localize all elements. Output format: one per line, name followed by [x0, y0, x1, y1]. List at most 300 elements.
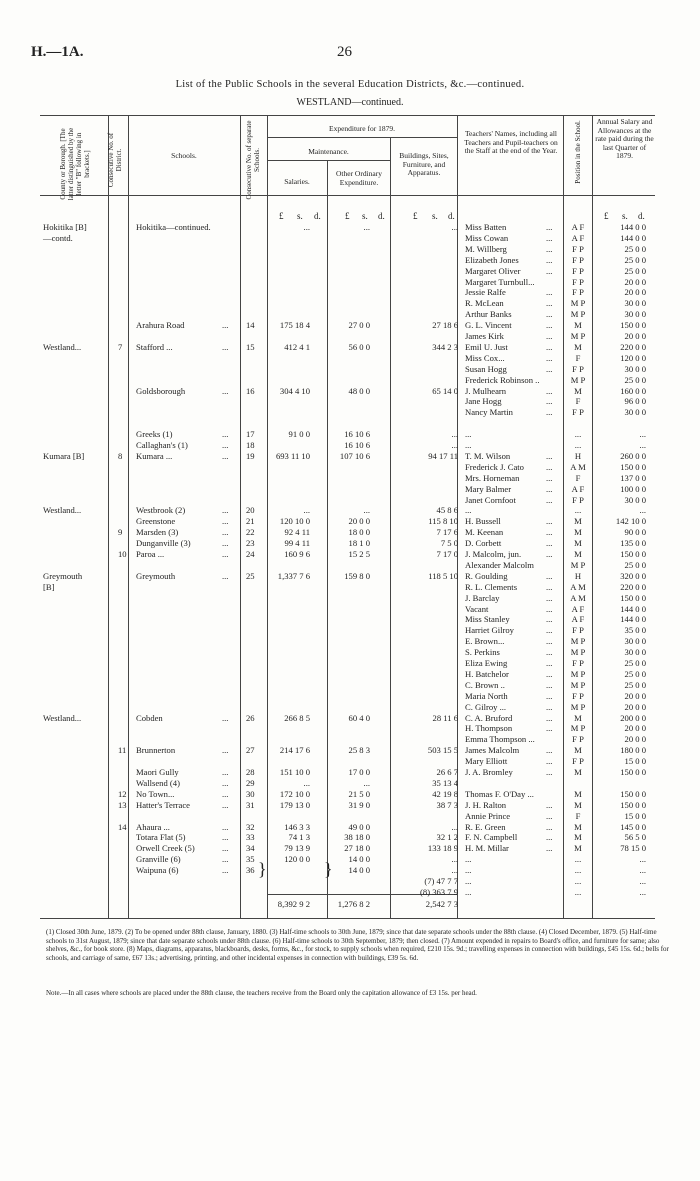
- leader-dots: ...: [546, 810, 553, 821]
- table-row: [0, 429, 700, 440]
- school-no-cell: 30: [246, 788, 255, 799]
- district-no-cell: 14: [118, 821, 127, 832]
- school-no-cell: 18: [246, 440, 255, 450]
- other-expenditure-cell: ...: [363, 222, 370, 232]
- leader-dots: ...: [222, 865, 229, 876]
- teacher-name: Thomas F. O'Day ...: [465, 788, 534, 799]
- leader-dots: ...: [546, 538, 553, 549]
- table-row: [0, 625, 700, 636]
- allowance-cell: 180 0 0: [620, 745, 646, 756]
- allowance-cell: ...: [639, 865, 646, 876]
- leader-dots: ...: [222, 450, 229, 461]
- header-salaries: Salaries.: [284, 177, 310, 186]
- school-name: Waipuna (6): [136, 865, 179, 876]
- allowance-cell: 30 0 0: [624, 298, 646, 309]
- teacher-name: M. Keenan: [465, 527, 504, 538]
- table-row: [0, 745, 700, 756]
- header-position: Position in the School.: [574, 120, 582, 184]
- district-no-cell: 13: [118, 799, 127, 810]
- other-expenditure-cell: 38 18 0: [344, 832, 370, 843]
- teacher-name: H. Bussell: [465, 516, 501, 527]
- position-cell: A F: [571, 614, 585, 625]
- buildings-cell: ...: [451, 222, 458, 232]
- school-no-cell: 22: [246, 527, 255, 538]
- school-name: Orwell Creek (5): [136, 843, 195, 854]
- other-expenditure-cell: 60 4 0: [348, 712, 370, 723]
- table-row: [0, 364, 700, 375]
- teacher-name: J. Barclay: [465, 592, 500, 603]
- position-cell: M: [574, 821, 582, 832]
- school-no-cell: 27: [246, 745, 255, 756]
- currency-shilling: s.: [432, 211, 438, 221]
- table-row: [0, 582, 700, 593]
- other-expenditure-cell: 27 18 0: [344, 843, 370, 854]
- leader-dots: ...: [546, 549, 553, 559]
- table-row: [0, 386, 700, 397]
- teacher-name: Elizabeth Jones: [465, 254, 519, 265]
- buildings-cell: 344 2 3: [432, 341, 458, 352]
- salaries-cell: 120 10 0: [279, 516, 310, 527]
- table-row: [0, 789, 700, 800]
- other-expenditure-cell: 18 1 0: [348, 538, 370, 549]
- position-cell: A F: [571, 232, 585, 243]
- leader-dots: ...: [546, 603, 553, 614]
- allowance-cell: ...: [639, 505, 646, 516]
- position-cell: M P: [570, 723, 586, 734]
- allowance-cell: 150 0 0: [620, 799, 646, 810]
- allowance-cell: 30 0 0: [624, 407, 646, 418]
- school-name: Granville (6): [136, 854, 181, 865]
- allowance-cell: 150 0 0: [620, 461, 646, 472]
- table-row: [0, 691, 700, 702]
- allowance-cell: 20 0 0: [624, 734, 646, 745]
- buildings-cell: 32 1 2: [436, 832, 458, 843]
- position-cell: F: [575, 396, 581, 407]
- teacher-name: Miss Cox...: [465, 352, 505, 363]
- allowance-cell: 150 0 0: [620, 320, 646, 331]
- currency-pound: £: [345, 211, 350, 221]
- position-cell: A M: [570, 581, 586, 592]
- leader-dots: ...: [546, 472, 553, 483]
- teacher-name: H. Batchelor: [465, 668, 509, 679]
- table-row: [0, 811, 700, 822]
- leader-dots: ...: [546, 341, 553, 352]
- table-row: [0, 451, 700, 462]
- maintenance-rule: [267, 160, 390, 161]
- leader-dots: ...: [222, 821, 229, 832]
- leader-dots: ...: [546, 581, 553, 592]
- teacher-name: M. Willberg: [465, 243, 507, 254]
- position-cell: F P: [572, 254, 584, 265]
- allowance-cell: 25 0 0: [624, 559, 646, 570]
- allowance-cell: 320 0 0: [620, 570, 646, 581]
- school-name: Westbrook (2): [136, 505, 186, 516]
- salaries-cell: 120 0 0: [284, 854, 310, 865]
- leader-dots: ...: [222, 777, 229, 788]
- leader-dots: ...: [222, 538, 229, 549]
- allowance-cell: 30 0 0: [624, 647, 646, 658]
- leader-dots: ...: [546, 363, 553, 374]
- school-no-cell: 28: [246, 767, 255, 777]
- table-row: [0, 527, 700, 538]
- table-row: [0, 407, 700, 418]
- salaries-cell: 266 8 5: [284, 712, 310, 723]
- allowance-cell: 120 0 0: [620, 352, 646, 363]
- allowance-cell: 25 0 0: [624, 254, 646, 265]
- teacher-name: C. Brown ..: [465, 679, 505, 690]
- table-row: [0, 549, 700, 560]
- leader-dots: ...: [546, 756, 553, 767]
- position-cell: M P: [570, 647, 586, 658]
- school-name: Callaghan's (1): [136, 440, 188, 450]
- teacher-name: ...: [465, 854, 472, 865]
- other-expenditure-cell: 48 0 0: [348, 385, 370, 396]
- table-row: [0, 702, 700, 713]
- school-name: Wallsend (4): [136, 777, 180, 788]
- buildings-cell: 27 18 6: [432, 320, 458, 331]
- teacher-name: F. N. Campbell: [465, 832, 518, 843]
- teacher-name: H. Thompson: [465, 723, 513, 734]
- teacher-name: J. H. Ralton: [465, 799, 507, 810]
- page-title: List of the Public Schools in the several Education Districts, &c.—continued.: [175, 79, 525, 90]
- buildings-cell: 503 15 5: [427, 745, 458, 756]
- table-row: [0, 756, 700, 767]
- other-expenditure-cell: 15 2 5: [348, 549, 370, 559]
- teacher-name: S. Perkins: [465, 647, 500, 658]
- leader-dots: ...: [546, 461, 553, 472]
- teacher-name: Margaret Oliver: [465, 265, 521, 276]
- leader-dots: ...: [546, 668, 553, 679]
- buildings-cell: 94 17 11: [428, 450, 458, 461]
- school-name: Arahura Road: [136, 320, 185, 331]
- teacher-name: James Kirk: [465, 331, 504, 341]
- position-cell: F P: [572, 276, 584, 287]
- salaries-cell: 693 11 10: [275, 450, 310, 461]
- leader-dots: ...: [546, 690, 553, 701]
- allowance-cell: 30 0 0: [624, 363, 646, 374]
- allowance-cell: 144 0 0: [620, 603, 646, 614]
- teacher-name: Margaret Turnbull...: [465, 276, 535, 287]
- position-cell: A F: [571, 603, 585, 614]
- header-maintenance: Maintenance.: [308, 147, 349, 156]
- table-row: [0, 375, 700, 386]
- position-cell: F P: [572, 287, 584, 298]
- district-no-cell: 12: [118, 788, 127, 799]
- buildings-cell: 26 6 7: [436, 767, 458, 777]
- leader-dots: ...: [222, 341, 229, 352]
- table-row: [0, 723, 700, 734]
- school-no-cell: 26: [246, 712, 255, 723]
- allowance-cell: ...: [639, 854, 646, 865]
- leader-dots: ...: [546, 570, 553, 581]
- salaries-cell: 91 0 0: [288, 429, 310, 440]
- leader-dots: ...: [546, 723, 553, 734]
- table-row: [0, 342, 700, 353]
- header-district-no: Consecutive No. of District.: [107, 132, 123, 188]
- footnotes: (1) Closed 30th June, 1879. (2) To be opened under 88th clause, January, 1880. (3) Half-time schools to 30th June, 1879; since that date separate schools under the 88th clause. (4) Closed December, 1879. (5) Half-time schools to 31st August, 1879; since that date separate schools under 88th clause. (6) Half-time schools to 30th September, 1879; then closed. (7) Amount expended in repairs to Board's office, and furniture for same; also shelves, &c., for book store. (8) Maps, diagrams, apparatus, blackboards, desks, forms, &c., for stock, to supply schools when required, £210 15s. 9d.; travelling expenses in connection with buildings, £45 15s. 6d.; bells for schools, and carriage of same, £67 13s.; advertising, printing, and other incidental expenses in connection with buildings, £39 5s. 6d.: [46, 928, 669, 963]
- buildings-cell: 45 8 6: [436, 505, 458, 516]
- currency-pence: d.: [378, 211, 385, 221]
- position-cell: A F: [571, 483, 585, 494]
- position-cell: ...: [574, 429, 582, 440]
- allowance-cell: ...: [639, 440, 646, 450]
- leader-dots: ...: [546, 614, 553, 625]
- position-cell: F P: [572, 243, 584, 254]
- table-row: [0, 505, 700, 516]
- buildings-cell: ...: [451, 821, 458, 832]
- leader-dots: ...: [222, 429, 229, 440]
- teacher-name: ...: [465, 429, 472, 440]
- position-cell: M P: [570, 309, 586, 320]
- leader-dots: ...: [222, 505, 229, 516]
- leader-dots: ...: [222, 320, 229, 331]
- leader-dots: ...: [546, 527, 553, 538]
- buildings-cell: 35 13 4: [432, 777, 458, 788]
- buildings-cell: 38 7 3: [436, 799, 458, 810]
- leader-dots: ...: [222, 385, 229, 396]
- table-row: [0, 614, 700, 625]
- currency-shilling: s.: [297, 211, 303, 221]
- salaries-cell: 179 13 0: [279, 799, 310, 810]
- leader-dots: ...: [546, 701, 553, 712]
- leader-dots: ...: [546, 254, 553, 265]
- school-no-cell: 29: [246, 777, 255, 788]
- teacher-name: R. E. Green: [465, 821, 506, 832]
- position-cell: F P: [572, 363, 584, 374]
- other-expenditure-cell: 107 10 6: [339, 450, 370, 461]
- page-reference: H.—1A.: [31, 44, 84, 60]
- position-cell: M P: [570, 331, 586, 341]
- header-schools: Schools.: [171, 151, 197, 160]
- allowance-cell: 15 0 0: [624, 810, 646, 821]
- table-row: [0, 298, 700, 309]
- allowance-cell: ...: [639, 886, 646, 897]
- school-name: No Town...: [136, 788, 175, 799]
- school-no-cell: 36: [246, 865, 255, 876]
- leader-dots: ...: [546, 243, 553, 254]
- salaries-cell: 175 18 4: [279, 320, 310, 331]
- leader-dots: ...: [222, 799, 229, 810]
- other-expenditure-cell: ...: [363, 505, 370, 516]
- teacher-name: D. Corbett: [465, 538, 502, 549]
- teacher-name: J. A. Bromley: [465, 767, 513, 777]
- allowance-cell: 260 0 0: [620, 450, 646, 461]
- school-name: Hatter's Terrace: [136, 799, 190, 810]
- page-subtitle: WESTLAND—continued.: [296, 97, 404, 108]
- position-cell: M: [574, 516, 582, 527]
- allowance-cell: 30 0 0: [624, 309, 646, 320]
- table-row: [0, 800, 700, 811]
- leader-dots: ...: [546, 647, 553, 658]
- allowance-cell: 150 0 0: [620, 592, 646, 603]
- position-cell: F P: [572, 265, 584, 276]
- leader-dots: ...: [546, 625, 553, 636]
- teacher-name: Janet Cornfoot: [465, 494, 516, 505]
- leader-dots: ...: [546, 799, 553, 810]
- other-expenditure-cell: 17 0 0: [348, 767, 370, 777]
- allowance-cell: 20 0 0: [624, 276, 646, 287]
- district-no-cell: 11: [118, 745, 127, 756]
- position-cell: F P: [572, 494, 584, 505]
- currency-pence: d.: [638, 211, 645, 221]
- teacher-name: Alexander Malcolm: [465, 559, 534, 570]
- leader-dots: ...: [546, 352, 553, 363]
- table-row: [0, 669, 700, 680]
- salaries-cell: 74 1 3: [288, 832, 310, 843]
- expenditure-rule: [267, 137, 457, 138]
- teacher-name: R. McLean: [465, 298, 504, 309]
- allowance-cell: 150 0 0: [620, 788, 646, 799]
- position-cell: H: [574, 570, 582, 581]
- buildings-cell: 28 11 6: [432, 712, 458, 723]
- table-row: [0, 233, 700, 244]
- leader-dots: ...: [546, 385, 553, 396]
- currency-pound: £: [279, 211, 284, 221]
- school-name: Cobden: [136, 712, 163, 723]
- leader-dots: ...: [222, 854, 229, 865]
- teacher-name: J. Mulhearn: [465, 385, 507, 396]
- position-cell: A M: [570, 461, 586, 472]
- leader-dots: ...: [546, 407, 553, 418]
- leader-dots: ...: [222, 788, 229, 799]
- position-cell: M P: [570, 374, 586, 385]
- position-cell: M P: [570, 701, 586, 712]
- table-row: [0, 277, 700, 288]
- allowance-cell: 20 0 0: [624, 331, 646, 341]
- county-cell: Hokitika [B]: [43, 222, 87, 232]
- total-other: 1,276 8 2: [337, 899, 370, 909]
- teacher-name: G. L. Vincent: [465, 320, 512, 331]
- allowance-cell: 20 0 0: [624, 701, 646, 712]
- header-school-no: Consecutive No. of separate Schools.: [245, 120, 261, 200]
- school-name: Maori Gully: [136, 767, 179, 777]
- leader-dots: ...: [222, 527, 229, 538]
- position-cell: F: [575, 810, 581, 821]
- table-row: [0, 876, 700, 887]
- table-row: [0, 418, 700, 429]
- school-name: Marsden (3): [136, 527, 179, 538]
- table-bottom-rule: [40, 918, 655, 919]
- teacher-name: ...: [465, 865, 472, 876]
- table-row: [0, 647, 700, 658]
- leader-dots: ...: [222, 832, 229, 843]
- allowance-cell: 145 0 0: [620, 821, 646, 832]
- allowance-cell: ...: [639, 876, 646, 886]
- leader-dots: ...: [546, 592, 553, 603]
- leader-dots: ...: [222, 767, 229, 777]
- position-cell: M: [574, 385, 582, 396]
- allowance-cell: 200 0 0: [620, 712, 646, 723]
- salaries-cell: 160 9 6: [284, 549, 310, 559]
- salaries-cell: 92 4 11: [284, 527, 310, 538]
- leader-dots: ...: [546, 265, 553, 276]
- table-row: [0, 320, 700, 331]
- page-number: 26: [337, 44, 352, 60]
- position-cell: M: [574, 788, 582, 799]
- teacher-name: ...: [465, 876, 472, 886]
- school-name: Brunnerton: [136, 745, 176, 756]
- county-cell: Westland...: [43, 341, 82, 352]
- leader-dots: ...: [546, 843, 553, 854]
- leader-dots: ...: [546, 658, 553, 668]
- teacher-name: ...: [465, 440, 472, 450]
- teacher-name: Susan Hogg: [465, 363, 507, 374]
- other-expenditure-cell: 31 9 0: [348, 799, 370, 810]
- table-row: [0, 287, 700, 298]
- buildings-cell: (8) 363 7 9: [420, 886, 458, 897]
- table-row: [0, 353, 700, 364]
- table-row: [0, 440, 700, 451]
- county-cell: —contd.: [43, 232, 73, 243]
- table-row: [0, 593, 700, 604]
- allowance-cell: 160 0 0: [620, 385, 646, 396]
- school-no-cell: 34: [246, 843, 255, 854]
- teacher-name: Frederick Robinson ..: [465, 374, 540, 385]
- allowance-cell: 20 0 0: [624, 690, 646, 701]
- allowance-cell: 25 0 0: [624, 374, 646, 385]
- leader-dots: ...: [222, 712, 229, 723]
- table-row: [0, 680, 700, 691]
- teacher-name: H. M. Millar: [465, 843, 509, 854]
- table-row: [0, 604, 700, 615]
- other-expenditure-cell: ...: [363, 777, 370, 788]
- allowance-cell: 96 0 0: [624, 396, 646, 407]
- salaries-cell: ...: [303, 222, 310, 232]
- position-cell: A M: [570, 592, 586, 603]
- leader-dots: ...: [546, 821, 553, 832]
- total-salaries: 8,392 9 2: [277, 899, 310, 909]
- position-cell: M: [574, 712, 582, 723]
- teacher-name: James Malcolm: [465, 745, 520, 756]
- leader-dots: ...: [546, 232, 553, 243]
- allowance-cell: 25 0 0: [624, 668, 646, 679]
- school-name: Goldsborough: [136, 385, 186, 396]
- teacher-name: C. Gilroy ...: [465, 701, 507, 712]
- allowance-cell: 220 0 0: [620, 581, 646, 592]
- table-row: [0, 560, 700, 571]
- header-buildings: Buildings, Sites, Furniture, and Apparatus.: [399, 151, 449, 177]
- other-expenditure-cell: 21 5 0: [348, 788, 370, 799]
- position-cell: M: [574, 549, 582, 559]
- buildings-cell: 7 17 0: [436, 549, 458, 559]
- leader-dots: ...: [546, 331, 553, 341]
- position-cell: M: [574, 767, 582, 777]
- district-no-cell: 8: [118, 450, 123, 461]
- school-name: Greeks (1): [136, 429, 173, 440]
- brace: }: [258, 859, 267, 879]
- table-row: [0, 854, 700, 865]
- salaries-cell: ...: [303, 505, 310, 516]
- position-cell: M: [574, 320, 582, 331]
- teacher-name: Miss Stanley: [465, 614, 510, 625]
- position-cell: M: [574, 527, 582, 538]
- total-buildings: 2,542 7 3: [425, 899, 458, 909]
- school-no-cell: 19: [246, 450, 255, 461]
- table-row: [0, 462, 700, 473]
- teacher-name: Mary Balmer: [465, 483, 512, 494]
- table-row: [0, 658, 700, 669]
- teacher-name: Mary Elliott: [465, 756, 508, 767]
- teacher-name: J. Malcolm, jun.: [465, 549, 522, 559]
- teacher-name: Annie Prince: [465, 810, 511, 821]
- allowance-cell: 25 0 0: [624, 658, 646, 668]
- buildings-cell: 7 17 6: [436, 527, 458, 538]
- currency-pound: £: [413, 211, 418, 221]
- position-cell: M: [574, 799, 582, 810]
- school-name: Paroa ...: [136, 549, 165, 559]
- leader-dots: ...: [546, 832, 553, 843]
- leader-dots: ...: [222, 843, 229, 854]
